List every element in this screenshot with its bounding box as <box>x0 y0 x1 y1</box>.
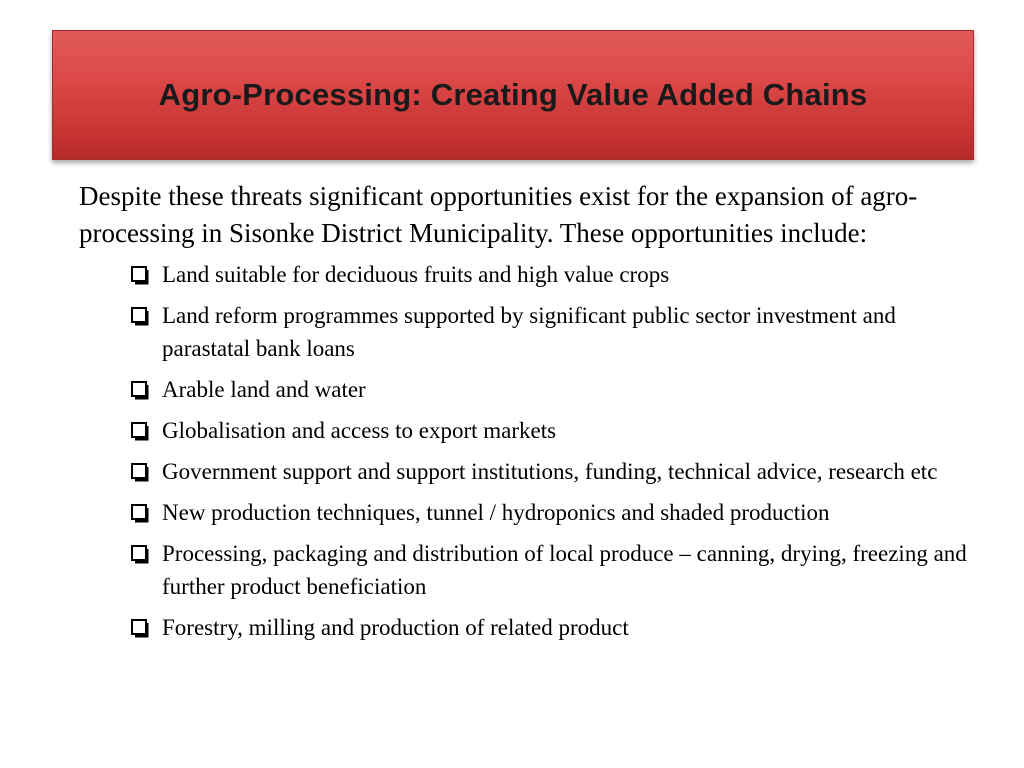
list-item <box>79 258 979 291</box>
list-item-text: Globalisation and access to export markets <box>162 418 557 443</box>
list-item-text: Land reform programmes supported by significant public sector investment and parastatal bank loans <box>162 303 896 361</box>
list-item <box>79 373 979 406</box>
list-item-text: Forestry, milling and production of related product <box>162 615 629 640</box>
list-item-text: Government support and support institutions, funding, technical advice, research etc <box>162 459 938 484</box>
list-item-text: Arable land and water <box>162 377 366 402</box>
checkbox-square-icon <box>131 504 150 523</box>
checkbox-square-icon <box>131 619 150 638</box>
title-banner <box>52 30 974 160</box>
list-item <box>79 299 979 365</box>
checkbox-square-icon <box>131 266 150 285</box>
list-item <box>79 537 979 603</box>
list-item <box>79 496 979 529</box>
checkbox-square-icon <box>131 381 150 400</box>
intro-paragraph: Despite these threats significant opportunities exist for the expansion of agro-processing in Sisonke District Municipality. These opportunities include: <box>79 181 918 248</box>
slide-title: Agro-Processing: Creating Value Added Chains <box>158 77 868 112</box>
slide-body <box>79 178 979 652</box>
checkbox-square-icon <box>131 307 150 326</box>
checkbox-square-icon <box>131 545 150 564</box>
checkbox-square-icon <box>131 422 150 441</box>
list-item <box>79 611 979 644</box>
list-item-text: Land suitable for deciduous fruits and high value crops <box>162 262 670 287</box>
opportunity-list <box>79 258 979 644</box>
list-item <box>79 455 979 488</box>
list-item <box>79 414 979 447</box>
checkbox-square-icon <box>131 463 150 482</box>
list-item-text: New production techniques, tunnel / hydroponics and shaded production <box>162 500 830 525</box>
list-item-text: Processing, packaging and distribution of local produce – canning, drying, freezing and further product beneficiation <box>162 541 967 599</box>
